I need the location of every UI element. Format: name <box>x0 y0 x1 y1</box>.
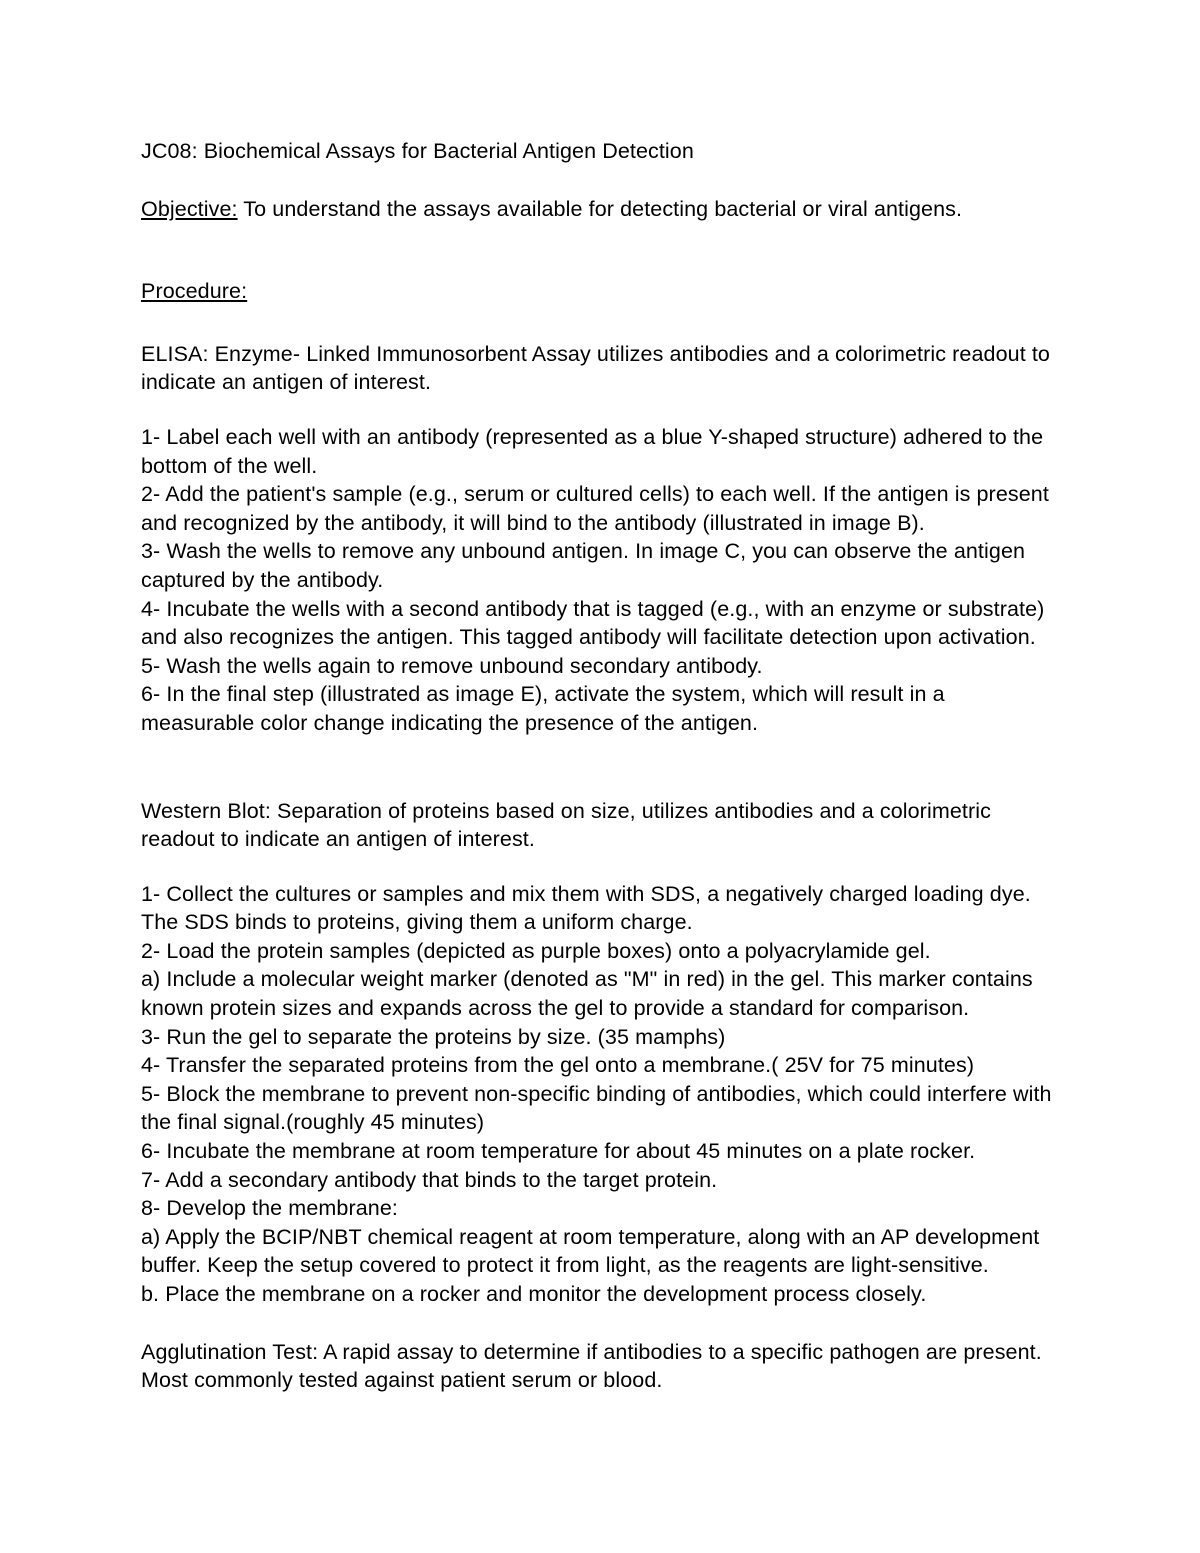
western-step-7: 7- Add a secondary antibody that binds to the target protein. <box>141 1167 718 1192</box>
western-blot-steps-list <box>141 880 1059 1309</box>
western-step-8b: b. Place the membrane on a rocker and monitor the development process closely. <box>141 1282 927 1306</box>
elisa-steps-list <box>141 423 1059 738</box>
elisa-step-1: 1- Label each well with an antibody (represented as a blue Y-shaped structure) adhered to the bottom of the well. <box>141 424 1044 478</box>
western-step-1: 1- Collect the cultures or samples and mix them with SDS, a negatively charged loading dye. The SDS binds to proteins, giving them a uniform charge. <box>141 881 1031 935</box>
western-step-2a: a) Include a molecular weight marker (denoted as "M" in red) in the gel. This marker contains known protein sizes and expands across the gel to provide a standard for comparison. <box>141 967 1033 1021</box>
western-blot-intro-paragraph: Western Blot: Separation of proteins based on size, utilizes antibodies and a colorimetric readout to indicate an antigen of interest. <box>141 798 991 852</box>
procedure-heading: Procedure: <box>141 279 248 304</box>
elisa-step-4: 4- Incubate the wells with a second antibody that is tagged (e.g., with an enzyme or substrate) and also recognizes the antigen. This tagged antibody will facilitate detection upon activation. <box>141 596 1045 650</box>
western-step-2: 2- Load the protein samples (depicted as purple boxes) onto a polyacrylamide gel. <box>141 938 931 963</box>
elisa-step-3: 3- Wash the wells to remove any unbound antigen. In image C, you can observe the antigen captured by the antibody. <box>141 539 1026 592</box>
western-step-5: 5- Block the membrane to prevent non-specific binding of antibodies, which could interfere with the final signal.(roughly 45 minutes) <box>141 1081 1052 1135</box>
objective-text: To understand the assays available for detecting bacterial or viral antigens. <box>237 196 963 221</box>
elisa-step-2: 2- Add the patient's sample (e.g., serum or cultured cells) to each well. If the antigen is present and recognized by the antibody, it will bind to the antibody (illustrated in image B). <box>141 482 1049 535</box>
western-step-3: 3- Run the gel to separate the proteins by size. (35 mamphs) <box>141 1024 726 1049</box>
elisa-step-6: 6- In the final step (illustrated as image E), activate the system, which will result in a measurable color change indicating the presence of the antigen. <box>141 682 945 735</box>
agglutination-intro-paragraph: Agglutination Test: A rapid assay to determine if antibodies to a specific pathogen are present. Most commonly tested against patient serum or blood. <box>141 1339 1042 1393</box>
objective-label: Objective: <box>141 196 238 221</box>
elisa-step-5: 5- Wash the wells again to remove unbound secondary antibody. <box>141 653 763 678</box>
elisa-intro-paragraph: ELISA: Enzyme- Linked Immunosorbent Assay utilizes antibodies and a colorimetric readout to indicate an antigen of interest. <box>141 341 1050 395</box>
document-title: JC08: Biochemical Assays for Bacterial Antigen Detection <box>141 139 694 163</box>
objective-paragraph <box>141 195 1059 224</box>
western-step-6: 6- Incubate the membrane at room temperature for about 45 minutes on a plate rocker. <box>141 1139 976 1164</box>
western-step-8a: a) Apply the BCIP/NBT chemical reagent at room temperature, along with an AP development buffer. Keep the setup covered to protect it from light, as the reagents are light-sensitive. <box>141 1224 1040 1278</box>
western-step-8: 8- Develop the membrane: <box>141 1196 398 1221</box>
western-step-4: 4- Transfer the separated proteins from the gel onto a membrane.( 25V for 75 minutes) <box>141 1053 975 1078</box>
